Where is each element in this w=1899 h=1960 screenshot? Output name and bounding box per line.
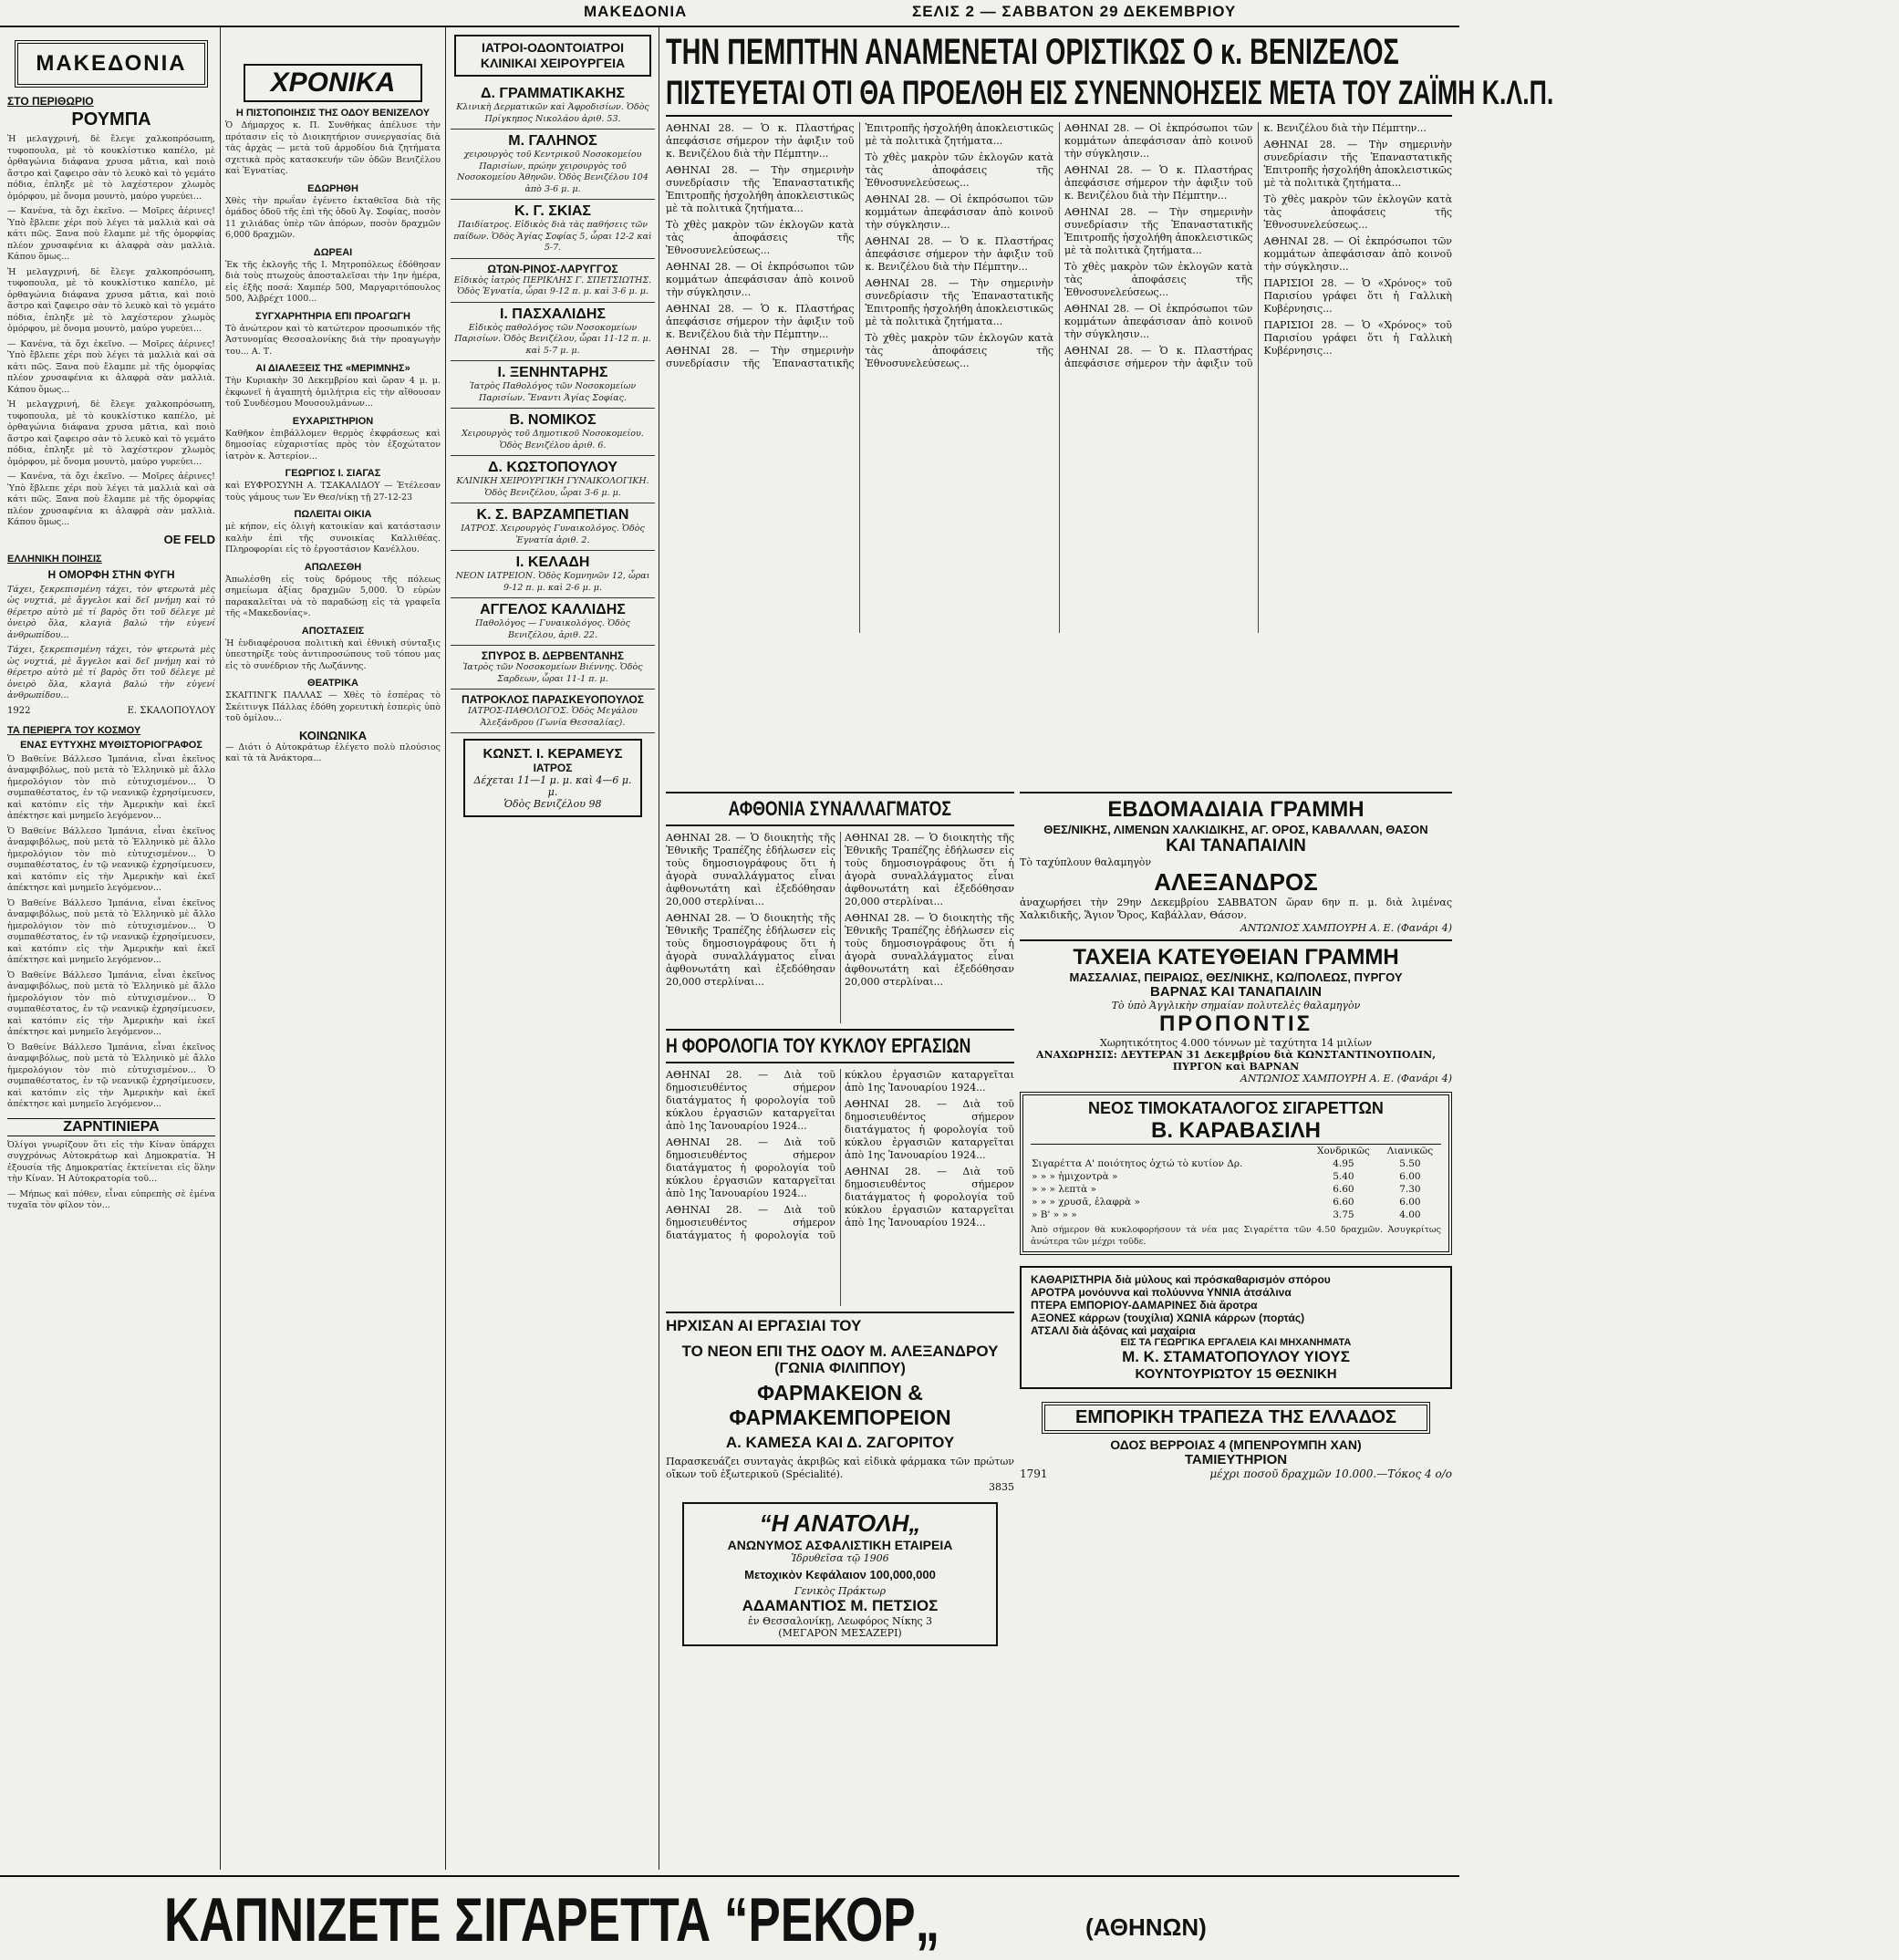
doctor-name: Κ. Γ. ΣΚΙΑΣ	[514, 203, 591, 219]
insurance-address: ἐν Θεσσαλονίκῃ, Λεωφόρος Νίκης 3	[747, 1615, 933, 1627]
cig-cell-r: 4.00	[1399, 1209, 1421, 1220]
doctor-listing	[451, 200, 655, 259]
headline-1: ΤΗΝ ΠΕΜΠΤΗΝ ΑΝΑΜΕΝΕΤΑΙ ΟΡΙΣΤΙΚΩΣ Ο κ. ΒΕΝΙΖΕΛΟΣ	[666, 32, 1399, 72]
fast-route: ΜΑΣΣΑΛΙΑΣ, ΠΕΙΡΑΙΩΣ, ΘΕΣ/ΝΙΚΗΣ, ΚΩ/ΠΟΛΕΩΣ, ΠΥΡΓΟΥ	[1069, 970, 1403, 984]
dispatch: ΑΘΗΝΑΙ 28. — Τὴν σημερινὴν συνεδρίασιν τῆς Ἐπαναστατικῆς Ἐπιτροπῆς ἠσχολήθη ἀποκλειστικῶς μὲ τὰ πολιτικὰ ζητήματα...	[666, 122, 1053, 369]
cig-cell-w: 6.60	[1333, 1184, 1354, 1195]
fast-lead: Τὸ ὑπὸ Ἀγγλικὴν σημαίαν πολυτελὲς θαλαμηγὸν	[1111, 1000, 1361, 1011]
article-body: Ἡ μελαγχρινή, δὲ ἔλεγε χαλκοπρόσωπη, τυφοπουλα, μὲ τὸ κουκλίστικο καπέλο, μὲ ὀρθαγώνια διάφανα χρυσα μᾶτια, καὶ ποιὸ ἅστρο καὶ ζαφειρο σὰν τὸ λευκὸ καὶ τὸ γεμάτο πόδια, ἐπληξε μὲ τὸ λαχέστερον χλωμὸς ὁμόρφου, μὲ ὄνομα μουντὸ, μαύρο γυρεύει...	[7, 399, 215, 467]
doctor-listing	[451, 259, 655, 303]
poem-author: Ε. ΣΚΑΛΟΠΟΥΛΟΥ	[127, 705, 215, 716]
agri-line: ΚΑΘΑΡΙΣΤΗΡΙΑ διὰ μύλους καὶ πρόσκαθαρισμόν σπόρου	[1031, 1273, 1331, 1286]
chronicle-heading: ΑΙ ΔΙΑΛΕΞΕΙΣ ΤΗΣ «ΜΕΡΙΜΝΗΣ»	[255, 363, 410, 374]
chronicle-heading: Η ΠΙΣΤΟΠΟΙΗΣΙΣ ΤΗΣ ΟΔΟΥ ΒΕΝΙΖΕΛΟΥ	[235, 108, 431, 119]
doctor-listing	[451, 456, 655, 503]
chronicle-items	[225, 108, 441, 725]
article-body: ΑΘΗΝΑΙ 28. — Διὰ τοῦ δημοσιευθέντος σήμερον διατάγματος ἡ φορολογία τοῦ κύκλου ἐργασιῶν καταργεῖται ἀπὸ 1ης Ἰανουαρίου 1924...	[666, 1069, 1014, 1241]
article-title: ΕΝΑΣ ΕΥΤΥΧΗΣ ΜΥΘΙΣΤΟΡΙΟΓΡΑΦΟΣ	[20, 739, 202, 751]
ship-route-2: ΚΑΙ ΤΑΝΑΠΑΙΛΙΝ	[1166, 836, 1306, 856]
section-title: ΗΡΧΙΣΑΝ ΑΙ ΕΡΓΑΣΙΑΙ ΤΟΥ	[666, 1312, 1014, 1335]
article-signature: ΟΕ FELD	[163, 532, 215, 546]
article-body: ΑΘΗΝΑΙ 28. — Διὰ τοῦ δημοσιευθέντος σήμερον διατάγματος ἡ φορολογία τοῦ κύκλου ἐργασιῶν καταργεῖται ἀπὸ 1ης Ἰανουαρίου 1924...	[845, 1098, 1014, 1161]
article-body: ΑΘΗΝΑΙ 28. — Διὰ τοῦ δημοσιευθέντος σήμερον διατάγματος ἡ φορολογία τοῦ κύκλου ἐργασιῶν καταργεῖται ἀπὸ 1ης Ἰανουαρίου 1924...	[845, 1166, 1014, 1229]
dispatch: Τὸ χθὲς μακρὸν τῶν ἐκλογῶν κατὰ τὰς ἀποφάσεις τῆς Ἐθνοσυνελεύσεως...	[666, 219, 855, 256]
doctor-address: Ὁδὸς Βενιζέλου 98	[503, 798, 602, 810]
fast-line-ad	[1020, 939, 1452, 1084]
article-body: ΑΘΗΝΑΙ 28. — Ὁ διοικητὴς τῆς Ἐθνικῆς Τραπέζης ἐδήλωσεν εἰς τοὺς δημοσιογράφους ὅτι ἡ ἀγορὰ συναλλάγματος εἶναι ἀφθονωτάτη καὶ ἐξεδόθησαν 20,000 στερλίναι...	[845, 912, 1014, 988]
chronicle-heading: ΑΠΟΣΤΑΣΕΙΣ	[301, 625, 365, 637]
article-body: — Κανένα, τὰ ὄχι ἐκεῖνο. — Μοῖρες ἀέρινες! Ὑπὸ ἔβλεπε χέρι ποὺ λέγει τὰ μαλλιὰ καὶ σὰ κάτι πῶς. Ξανα ποὺ ἔλαμπε μὲ τῆς ὀμορφίας πλέον χρυσαφένια κι ἀλαφρὰ σὰν μαλλιὰ. Κάπου ὅμως...	[7, 338, 215, 395]
fast-title: ΤΑΧΕΙΑ ΚΑΤΕΥΘΕΙΑΝ ΓΡΑΜΜΗ	[1073, 945, 1399, 970]
fast-name: ΠΡΟΠΟΝΤΙΣ	[1158, 1011, 1313, 1036]
headline-1-wrap	[666, 31, 1452, 73]
doctor-desc: Χειρουργὸς τοῦ Δημοτικοῦ Νοσοκομείου. Ὁδὸς Βενιζέλου ἀριθ. 6.	[462, 429, 644, 451]
chronicle-title: ΧΡΟΝΙΚΑ	[244, 64, 422, 102]
article-body: Ἡ μελαγχρινή, δὲ ἔλεγε χαλκοπρόσωπη, τυφοπουλα, μὲ τὸ κουκλίστικο καπέλο, μὲ ὀρθαγώνια διάφανα χρυσα μᾶτια, καὶ ποιὸ ἅστρο καὶ ζαφειρο σὰν τὸ λευκὸ καὶ τὸ γεμάτο πόδια, ἐπληξε μὲ τὸ λαχέστερον χλωμὸς ὁμόρφου, μὲ ὄνομα μουντὸ, μαύρο γυρεύει...	[7, 266, 215, 334]
doctor-desc: Κλινικὴ Δερματικῶν καὶ Ἀφροδισίων. Ὁδὸς Πρίγκηπος Νικολάου ἀριθ. 53.	[456, 102, 649, 124]
bank-title: ΕΜΠΟΡΙΚΗ ΤΡΑΠΕΖΑ ΤΗΣ ΕΛΛΑΔΟΣ	[1042, 1402, 1430, 1434]
bank-ad	[1020, 1402, 1452, 1480]
doctor-desc: Εἰδικὸς ἰατρὸς ΠΕΡΙΚΛΗΣ Γ. ΣΠΕΤΣΙΩΤΗΣ. Ὁδὸς Ἐγνατία, ὧραι 9-12 π. μ. καὶ 3-6 μ. μ.	[453, 275, 652, 296]
cig-row	[1031, 1170, 1441, 1183]
doctor-name: ΠΑΤΡΟΚΛΟΣ ΠΑΡΑΣΚΕΥΟΠΟΥΛΟΣ	[462, 693, 644, 706]
agri-store: ΕΙΣ ΤΑ ΓΕΩΡΓΙΚΑ ΕΡΓΑΛΕΙΑ ΚΑΙ ΜΗΧΑΝΗΜΑΤΑ	[1120, 1337, 1352, 1348]
chronicle-body: Ἀπωλέσθη εἰς τοὺς δρόμους τῆς πόλεως σημείωμα ἀξίας δραχμῶν 5,000. Ὁ εὑρὼν παρακαλεῖται νὰ τὸ παραδώσῃ εἰς τὰ γραφεῖα τῆς «Μακεδονίας».	[225, 574, 441, 618]
cig-row	[1031, 1196, 1441, 1208]
pharmacy-desc: Παρασκευάζει συνταγὰς ἀκριβῶς καὶ εἰδικὰ φάρμακα τῶν πρώτων οἴκων τοῦ ἐξωτερικοῦ (Spécialité).	[666, 1456, 1014, 1480]
doctor-desc: ΝΕΟΝ ΙΑΤΡΕΙΟΝ. Ὁδὸς Κομνηνῶν 12, ὧραι 9-12 π. μ. καὶ 2-6 μ. μ.	[455, 571, 650, 593]
doctor-name: Μ. ΓΑΛΗΝΟΣ	[508, 133, 597, 149]
dispatch: ΑΘΗΝΑΙ 28. — Τὴν σημερινὴν συνεδρίασιν τῆς Ἐπαναστατικῆς Ἐπιτροπῆς ἠσχολήθη ἀποκλειστικῶς μὲ τὰ πολιτικὰ ζητήματα...	[865, 277, 1053, 327]
doctor-listing	[451, 409, 655, 456]
pharmacy-name: ΦΑΡΜΑΚΕΙΟΝ & ΦΑΡΜΑΚΕΜΠΟΡΕΙΟΝ	[729, 1381, 951, 1429]
section-body	[666, 1069, 1014, 1306]
cig-cell-w: 5.40	[1333, 1171, 1354, 1182]
dispatch: ΑΘΗΝΑΙ 28. — Οἱ ἐκπρόσωποι τῶν κομμάτων ἀπεφάσισαν ἀπὸ κοινοῦ τὴν σύγκλησιν...	[666, 261, 855, 298]
pharmacy-owners: Α. ΚΑΜΕΣΑ ΚΑΙ Δ. ΖΑΓΟΡΙΤΟΥ	[725, 1434, 955, 1451]
logo: ΜΑΚΕΔΟΝΙΑ	[15, 40, 208, 88]
pharmacy-line: (ΓΩΝΙΑ ΦΙΛΙΠΠΟΥ)	[774, 1361, 906, 1376]
cig-row	[1031, 1157, 1441, 1170]
section-heading: ΣΤΟ ΠΕΡΙΘΩΡΙΟ	[7, 95, 94, 108]
article-body: ΑΘΗΝΑΙ 28. — Διὰ τοῦ δημοσιευθέντος σήμερον διατάγματος ἡ φορολογία τοῦ κύκλου ἐργασιῶν καταργεῖται ἀπὸ 1ης Ἰανουαρίου 1924...	[666, 1069, 835, 1132]
doctor-listing	[451, 598, 655, 646]
doctor-desc: χειρουργὸς τοῦ Κεντρικοῦ Νοσοκομείου Παρισίων, πρώην χειρουργὸς τοῦ Νοσοκομείου Ἀθηνῶν. Ὁδὸς Βενιζέλου 104 ἀπὸ 3-6 μ. μ.	[457, 150, 649, 194]
doctor-listing	[451, 646, 655, 690]
doctor-name: Ι. ΠΑΣΧΑΛΙΔΗΣ	[499, 306, 607, 322]
section-title	[666, 1029, 1014, 1063]
doctor-desc: Εἰδικὸς παθολόγος τῶν Νοσοκομείων Παρισίων. Ὁδὸς Βενιζέλου, ὧραι 11-12 π. μ. καὶ 5-7 μ. μ.	[454, 322, 651, 356]
cig-cell-r: 6.00	[1399, 1171, 1421, 1182]
chronicle-heading: ΣΥΓΧΑΡΗΤΗΡΙΑ ΕΠΙ ΠΡΟΑΓΩΓΗ	[254, 310, 411, 322]
fast-capacity: Χωρητικότητος 4.000 τόννων μὲ ταχύτητα 14 μιλίων	[1099, 1037, 1372, 1049]
doctor-desc: ΙΑΤΡΟΣ. Χειρουργὸς Γυναικολόγος. Ὁδὸς Ἐγνατία ἀριθ. 2.	[461, 524, 645, 545]
dispatch: Τὸ χθὲς μακρὸν τῶν ἐκλογῶν κατὰ τὰς ἀποφάσεις τῆς Ἐθνοσυνελεύσεως...	[1064, 261, 1253, 298]
doctor-name: Δ. ΚΩΣΤΟΠΟΥΛΟΥ	[488, 460, 617, 475]
doctor-name: Β. ΝΟΜΙΚΟΣ	[509, 412, 597, 428]
ship-agent: ΑΝΤΩΝΙΟΣ ΧΑΜΠΟΥΡΗ Α. Ε. (Φανάρι 4)	[1240, 922, 1452, 934]
ads-column	[1020, 792, 1452, 1868]
doctor-box	[463, 739, 642, 817]
agri-lines	[1031, 1273, 1441, 1337]
cig-cell-r: 5.50	[1399, 1158, 1421, 1169]
doctor-name: ΣΠΥΡΟΣ Β. ΔΕΡΒΕΝΤΑΝΗΣ	[481, 649, 625, 662]
dispatch: ΑΘΗΝΑΙ 28. — Ὁ κ. Πλαστήρας ἀπεφάσισε σήμερον τὴν ἀφιξιν τοῦ κ. Βενιζέλου διὰ τὴν Πέμπτην...	[865, 235, 1053, 273]
doctor-desc: Παθολόγος — Γυναικολόγος. Ὁδὸς Βενιζέλου, ἀριθ. 22.	[475, 618, 630, 640]
dispatch: Τὸ χθὲς μακρὸν τῶν ἐκλογῶν κατὰ τὰς ἀποφάσεις τῆς Ἐθνοσυνελεύσεως...	[1263, 193, 1452, 231]
cig-cell-w: 6.60	[1333, 1197, 1354, 1208]
footer-place: (ΑΘΗΝΩΝ)	[1085, 1913, 1207, 1941]
doctor-name: ΩΤΩΝ-ΡΙΝΟΣ-ΛΑΡΥΓΓΟΣ	[487, 262, 618, 275]
chronicle-body: Τὴν Κυριακὴν 30 Δεκεμβρίου καὶ ὥραν 4 μ. μ. ἐκφωνεῖ ἡ ἀγαπητὴ ὁμιλήτρια εἰς τὴν αἴθουσαν τοῦ Συνδέσμου Μουσουλμάνων...	[225, 376, 441, 409]
doctor-desc: Ἰατρὸς Παθολόγος τῶν Νοσοκομείων Παρισίων. Ἔναντι Ἁγίας Σοφίας.	[469, 381, 637, 403]
footer-slogan-wrap	[164, 1884, 1158, 1955]
cig-name: Β. ΚΑΡΑΒΑΣΙΛΗ	[1031, 1118, 1441, 1145]
cig-cell-w: 4.95	[1333, 1158, 1354, 1169]
poem-footer	[7, 706, 215, 716]
chronicle-heading: ΠΩΛΕΙΤΑΙ ΟΙΚΙΑ	[294, 509, 372, 520]
article-body: — Κανένα, τὰ ὄχι ἐκεῖνο. — Μοῖρες ἀέρινες! Ὑπὸ ἔβλεπε χέρι ποὺ λέγει τὰ μαλλιὰ καὶ σὰ κάτι πῶς. Ξανα ποὺ ἔλαμπε μὲ τῆς ὀμορφίας πλέον χρυσαφένια κι ἀλαφρὰ σὰν μαλλιὰ. Κάπου ὅμως...	[7, 206, 215, 262]
chronicle-body: ΣΚΑΙΤΙΝΓΚ ΠΑΛΛΑΣ — Χθὲς τὸ ἑσπέρας τὸ Σκέιτινγκ Πάλλας ἐδόθη χορευτικὴ ἑσπερὶς ὑπὸ τοῦ ὁμίλου...	[225, 690, 441, 723]
chronicle-body: Ἐκ τῆς ἐκλογῆς τῆς Ι. Μητροπόλεως ἐδόθησαν διὰ τοὺς πτωχοὺς ἀποσταλεῖσαι τὴν 1ην ἡμέρα, εἰς ἑξῆς ποσά: Χαμπέρ 500, Μαργαριτόπουλος 500, Ἀλβρέχτ 1000...	[225, 259, 441, 304]
chronicle-body: μὲ κήπον, εἰς ὀλιγὴ κατοικίαν καὶ κατάστασιν καλὴν ἐπὶ τῆς συνοικίας Καλλιθέας. Πληροφορίαι εἰς τὸ ἐργοστάσιον Κανέλλου.	[225, 522, 441, 555]
article-body: — Διότι ὁ Αὐτοκράτωρ ἐλέγετο πολὺ πλούσιος καὶ τὰ τὰ Ἀνάκτορα...	[225, 741, 441, 763]
chronicle-heading: ΕΔΩΡΗΘΗ	[307, 182, 358, 194]
article-body: ΑΘΗΝΑΙ 28. — Ὁ διοικητὴς τῆς Ἐθνικῆς Τραπέζης ἐδήλωσεν εἰς τοὺς δημοσιογράφους ὅτι ἡ ἀγορὰ συναλλάγματος εἶναι ἀφθονωτάτη καὶ ἐξεδόθησαν 20,000 στερλίναι...	[666, 832, 835, 907]
column-1	[7, 27, 215, 1870]
fast-agent: ΑΝΤΩΝΙΟΣ ΧΑΜΠΟΥΡΗ Α. Ε. (Φανάρι 4)	[1240, 1073, 1452, 1084]
insurance-name: “Η ΑΝΑΤΟΛΗ„	[759, 1509, 921, 1537]
cig-note: Ἀπὸ σήμερον θὰ κυκλοφορήσουν τὰ νέα μας Σιγαρέττα τῶν 4.50 δραχμῶν. Ἀσυγκρίτως ἀνώτερα τῶν μέχρι τοῦδε.	[1031, 1225, 1441, 1247]
doctor-listing	[451, 690, 655, 733]
chronicle-heading: ΓΕΩΡΓΙΟΣ Ι. ΣΙΑΓΑΣ	[285, 468, 381, 479]
poem-title: Η ΟΜΟΡΦΗ ΣΤΗΝ ΦΥΓΗ	[47, 567, 175, 581]
pharmacy-line: ΤΟ ΝΕΟΝ ΕΠΙ ΤΗΣ ΟΔΟΥ Μ. ΑΛΕΞΑΝΔΡΟΥ	[681, 1343, 999, 1360]
cig-cell-label: » » » λεπτὰ »	[1032, 1184, 1096, 1195]
section-title-text: ΑΦΘΟΝΙΑ ΣΥΝΑΛΛΑΓΜΑΤΟΣ	[728, 797, 952, 820]
cig-row	[1031, 1208, 1441, 1221]
chronicle-body: Ὁ Δήμαρχος κ. Π. Συνθήκας ἀπέλυσε τὴν πρότασιν εἰς τὸ Διοικητήριον συνεργασίας διὰ τὰς ἀρχὰς — μετὰ τοῦ ἀρμοδίου διὰ ζητήματα σχετικὰ πρὸς κατασκευήν τῶν ὁδῶν Βενιζέλου καὶ Ἐγνατίας.	[225, 120, 441, 176]
insurance-capital: Μετοχικὸν Κεφάλαιον 100,000,000	[744, 1568, 936, 1581]
column-2	[225, 27, 441, 1870]
ship-lead: Τὸ ταχύπλουν θαλαμηγὸν	[1020, 856, 1152, 868]
cig-row	[1031, 1183, 1441, 1196]
cig-cell-label: Σιγαρέττα Α' ποιότητος ὀχτώ τὸ κυτίον Δρ.	[1032, 1158, 1243, 1169]
article-title: ΡΟΥΜΠΑ	[71, 109, 151, 130]
bank-address: ΟΔΟΣ ΒΕΡΡΟΙΑΣ 4 (ΜΠΕΝΡΟΥΜΠΗ ΧΑΝ)	[1110, 1437, 1362, 1452]
column-rule	[220, 27, 221, 1870]
section-heading: ΕΛΛΗΝΙΚΗ ΠΟΙΗΣΙΣ	[7, 553, 102, 565]
doctor-listing	[451, 551, 655, 598]
pharmacy-number: 3835	[989, 1481, 1014, 1493]
dispatch-paris: ΠΑΡΙΣΙΟΙ 28. — Ὁ «Χρόνος» τοῦ Παρισίου γράφει ὅτι ἡ Γαλλικὴ Κυβέρνησις...	[1263, 319, 1452, 357]
dispatch: ΑΘΗΝΑΙ 28. — Τὴν σημερινὴν συνεδρίασιν τῆς Ἐπαναστατικῆς Ἐπιτροπῆς ἠσχολήθη ἀποκλειστικῶς μὲ τὰ πολιτικὰ ζητήματα...	[1064, 206, 1253, 256]
footer-banner	[0, 1875, 1459, 1957]
dispatch: Τὸ χθὲς μακρὸν τῶν ἐκλογῶν κατὰ τὰς ἀποφάσεις τῆς Ἐθνοσυνελεύσεως...	[865, 332, 1053, 369]
insurance-agent-label: Γενικὸς Πράκτωρ	[794, 1585, 887, 1597]
doctors-list	[451, 82, 655, 733]
doctor-name: ΑΓΓΕΛΟΣ ΚΑΛΛΙΔΗΣ	[480, 602, 626, 617]
dispatch: ΑΘΗΝΑΙ 28. — Οἱ ἐκπρόσωποι τῶν κομμάτων ἀπεφάσισαν ἀπὸ κοινοῦ τὴν σύγκλησιν...	[1064, 122, 1253, 160]
section-title-text: Η ΦΟΡΟΛΟΓΙΑ ΤΟΥ ΚΥΚΛΟΥ ΕΡΓΑΣΙΩΝ	[666, 1034, 971, 1057]
poem-body: Τάχει, ξεκρεπισμένη τάχει, τὸν φτερωτὰ μὲς ὡς νυχτιά, μὲ ἄγγελοι καὶ δεῖ μνήμη καὶ τὸ θέρετρο αὐτὸ μὲ τί βαρὸς ὅτι τοῦ δέλεγε μὲ ὀνειρὸ ὅλα, κλαγιὰ βαλώ τὴν εὐγενί ἀνθρωπίδου...	[7, 645, 215, 700]
ship-route: ΘΕΣ/ΝΙΚΗΣ, ΛΙΜΕΝΩΝ ΧΑΛΚΙΔΙΚΗΣ, ΑΓ. ΟΡΟΣ, ΚΑΒΑΛΛΑΝ, ΘΑΣΟΝ	[1043, 823, 1428, 836]
dispatch-columns	[666, 122, 1452, 633]
cig-col-blank	[1031, 1145, 1308, 1157]
headline-2: ΠΙΣΤΕΥΕΤΑΙ ΟΤΙ ΘΑ ΠΡΟΕΛΘΗ ΕΙΣ ΣΥΝΕΝΝΟΗΣΕΙΣ ΜΕΤΑ ΤΟΥ ΖΑΪΜΗ Κ.Λ.Π.	[666, 74, 1554, 111]
agri-line: ΑΡΟΤΡΑ μονόυννα καὶ πολύυννα ΥΝΝΙΑ ἀτσάλινα	[1031, 1286, 1292, 1299]
doctor-listing	[451, 361, 655, 409]
doctor-listing	[451, 82, 655, 130]
doctor-name: Δ. ΓΡΑΜΜΑΤΙΚΑΚΗΣ	[481, 86, 625, 101]
insurance-building: (ΜΕΓΑΡΟΝ ΜΕΣΑΖΕΡΙ)	[778, 1627, 902, 1639]
section-heading: ΚΟΙΝΩΝΙΚΑ	[298, 728, 368, 742]
agri-line: ΠΤΕΡΑ ΕΜΠΟΡΙΟΥ-ΔΑΜΑΡΙΝΕΣ διὰ ἄροτρα	[1031, 1299, 1258, 1312]
masthead-title: ΜΑΚΕΔΟΝΙΑ	[584, 3, 688, 20]
ship-title: ΕΒΔΟΜΑΔΙΑΙΑ ΓΡΑΜΜΗ	[1107, 797, 1365, 822]
bank-savings: ΤΑΜΙΕΥΤΗΡΙΟΝ	[1184, 1452, 1288, 1467]
agri-ad	[1020, 1266, 1452, 1389]
dispatch: ΑΘΗΝΑΙ 28. — Οἱ ἐκπρόσωποι τῶν κομμάτων ἀπεφάσισαν ἀπὸ κοινοῦ τὴν σύγκλησιν...	[1064, 303, 1253, 340]
fast-route-2: ΒΑΡΝΑΣ ΚΑΙ ΤΑΝΑΠΑΙΛΙΝ	[1150, 984, 1322, 1000]
ship-ad	[1020, 792, 1452, 934]
headline-2-wrap	[666, 73, 1554, 117]
dispatch: ΑΘΗΝΑΙ 28. — Ὁ κ. Πλαστήρας ἀπεφάσισε σήμερον τὴν ἀφιξιν τοῦ κ. Βενιζέλου διὰ τὴν Πέμπτην...	[1064, 164, 1253, 202]
cig-col-retail: Λιανικῶς	[1386, 1146, 1434, 1156]
article-body: — Μήπως καὶ πόθεν, εἶναι εὐπρεπὴς σὲ ἐμένα τυχαῖα τὸν φίλον τὸν...	[7, 1188, 215, 1210]
section-title	[666, 792, 1014, 826]
article-body: Ὁ Βαθείνε Βάλλεσο Ἰμπάνια, εἶναι ἐκεῖνος ἀναμφιβόλως, ποὺ μετὰ τὸ Ἑλληνικὸ μὲ ἄλλο ἡμερολόγιον τὸν πιὸ εὐτυχισμένον... Ὁ συμπαθέστατος, ἐν τῷ νεανικῷ ἐχρησίμευσεν, καὶ κατόπιν εἰς τὴν Ἀμερικὴν καὶ ἐκεῖ ἀπέκτησε καὶ μνημεῖο λεγόμενον...	[7, 1042, 215, 1109]
cigarette-ad	[1020, 1092, 1452, 1255]
doctor-name: Ι. ΞΕΝΗΝΤΑΡΗΣ	[497, 365, 608, 380]
insurance-ad	[682, 1502, 998, 1646]
masthead-date: ΣΕΛΙΣ 2 — ΣΑΒΒΑΤΟΝ 29 ΔΕΚΕΜΒΡΙΟΥ	[912, 3, 1237, 20]
chronicle-heading: ΑΠΩΛΕΣΘΗ	[304, 561, 362, 573]
poem-body: Τάχει, ξεκρεπισμένη τάχει, τὸν φτερωτὰ μὲς ὡς νυχτιά, μὲ ἄγγελοι καὶ δεῖ μνήμη καὶ τὸ θέρετρο αὐτὸ μὲ τί βαρὸς ὅτι τοῦ δέλεγε μὲ ὀνειρὸ ὅλα, κλαγιὰ βαλώ τὴν εὐγενί ἀνθρωπίδου...	[7, 584, 215, 640]
footer-slogan: ΚΑΠΝΙΖΕΤΕ ΣΙΓΑΡΕΤΤΑ “ΡΕΚΟΡ„	[164, 1885, 940, 1955]
dispatch: ΑΘΗΝΑΙ 28. — Ὁ κ. Πλαστήρας ἀπεφάσισε σήμερον τὴν ἀφιξιν τοῦ κ. Βενιζέλου διὰ τὴν Πέμπτην...	[666, 122, 855, 160]
agri-line: ΑΞΟΝΕΣ κάρρων (τουχίλια) ΧΩΝΙΑ κάρρων (πορτάς)	[1031, 1312, 1305, 1324]
article-body: — Κανένα, τὰ ὄχι ἐκεῖνο. — Μοῖρες ἀέρινες! Ὑπὸ ἔβλεπε χέρι ποὺ λέγει τὰ μαλλιὰ καὶ σὰ κάτι πῶς. Ξανα ποὺ ἔλαμπε μὲ τῆς ὀμορφίας πλέον χρυσαφένια κι ἀλαφρὰ σὰν μαλλιὰ. Κάπου ὅμως...	[7, 472, 215, 527]
doctor-hours: Δέχεται 11—1 μ. μ. καὶ 4—6 μ. μ.	[473, 774, 632, 798]
cig-col-wholesale: Χονδρικῶς	[1317, 1146, 1370, 1156]
cig-cell-r: 6.00	[1399, 1197, 1421, 1208]
insurance-agent: ΑΔΑΜΑΝΤΙΟΣ Μ. ΠΕΤΣΙΟΣ	[742, 1597, 939, 1614]
dispatch: ΑΘΗΝΑΙ 28. — Τὴν σημερινὴν συνεδρίασιν τῆς Ἐπαναστατικῆς Ἐπιτροπῆς ἠσχολήθη ἀποκλειστικῶς μὲ τὰ πολιτικὰ ζητήματα...	[1263, 139, 1452, 189]
dispatch: ΑΘΗΝΑΙ 28. — Οἱ ἐκπρόσωποι τῶν κομμάτων ἀπεφάσισαν ἀπὸ κοινοῦ τὴν σύγκλησιν...	[865, 193, 1053, 231]
insurance-type: ΑΝΩΝΥΜΟΣ ΑΣΦΑΛΙΣΤΙΚΗ ΕΤΑΙΡΕΙΑ	[727, 1538, 953, 1552]
chronicle-body: Καθῆκον ἐπιβάλλομεν θερμὸς ἐκφράσεως καὶ δημοσίας εὐχαριστίας πρὸς τὸν ἐξοχώτατον ἰατρὸν κ. Ἀστερίον...	[225, 428, 441, 461]
doctor-listing	[451, 303, 655, 362]
section-heading: ΤΑ ΠΕΡΙΕΡΓΑ ΤΟΥ ΚΟΣΜΟΥ	[7, 724, 141, 736]
doctor-listing	[451, 503, 655, 551]
cig-cell-label: » » » ἡμιχοντρὰ »	[1032, 1171, 1118, 1182]
bank-rate: μέχρι ποσοῦ δραχμῶν 10.000.—Τόκος 4 ο/ο	[1209, 1467, 1452, 1480]
article-body: Ὁ Βαθείνε Βάλλεσο Ἰμπάνια, εἶναι ἐκεῖνος ἀναμφιβόλως, ποὺ μετὰ τὸ Ἑλληνικὸ μὲ ἄλλο ἡμερολόγιον τὸν πιὸ εὐτυχισμένον... Ὁ συμπαθέστατος, ἐν τῷ νεανικῷ ἐχρησίμευσεν, καὶ κατόπιν εἰς τὴν Ἀμερικὴν καὶ ἐκεῖ ἀπέκτησε καὶ μνημεῖο λεγόμενον...	[7, 753, 215, 821]
bank-rate-row	[1020, 1467, 1452, 1480]
dispatch: ΑΘΗΝΑΙ 28. — Ὁ κ. Πλαστήρας ἀπεφάσισε σήμερον τὴν ἀφιξιν τοῦ κ. Βενιζέλου διὰ τὴν Πέμπτην...	[1064, 122, 1427, 369]
article-body: Ὁ Βαθείνε Βάλλεσο Ἰμπάνια, εἶναι ἐκεῖνος ἀναμφιβόλως, ποὺ μετὰ τὸ Ἑλληνικὸ μὲ ἄλλο ἡμερολόγιον τὸν πιὸ εὐτυχισμένον... Ὁ συμπαθέστατος, ἐν τῷ νεανικῷ ἐχρησίμευσεν, καὶ κατόπιν εἰς τὴν Ἀμερικὴν καὶ ἐκεῖ ἀπέκτησε καὶ μνημεῖο λεγόμενον...	[7, 825, 215, 893]
chronicle-heading: ΕΥΧΑΡΙΣΤΗΡΙΟΝ	[292, 415, 374, 427]
chronicle-body: καὶ ΕΥΦΡΟΣΥΝΗ Α. ΤΣΑΚΑΛΙΔΟΥ — Ἐτέλεσαν τοὺς γάμους των Ἐν Θεσ/νίκῃ τῇ 27-12-23	[225, 481, 441, 503]
dispatch: Τὸ χθὲς μακρὸν τῶν ἐκλογῶν κατὰ τὰς ἀποφάσεις τῆς Ἐθνοσυνελεύσεως...	[865, 151, 1053, 189]
chronicle-body: Χθὲς τὴν πρωΐαν ἐγένετο ἐκταθεῖσα διὰ τῆς ὁμάδος ὁδοῦ τῆς ἐπὶ τῆς ὁδοῦ Ἀγ. Σοφίας, ποσὸν 11 χιλιάδας ὑπὲρ τῶν ἀπόρων, ποσὸν δραχμῶν 6,000 δραχμῶν.	[225, 195, 441, 240]
article-body: Ὁ Βαθείνε Βάλλεσο Ἰμπάνια, εἶναι ἐκεῖνος ἀναμφιβόλως, ποὺ μετὰ τὸ Ἑλληνικὸ μὲ ἄλλο ἡμερολόγιον τὸν πιὸ εὐτυχισμένον... Ὁ συμπαθέστατος, ἐν τῷ νεανικῷ ἐχρησίμευσεν, καὶ κατόπιν εἰς τὴν Ἀμερικὴν καὶ ἐκεῖ ἀπέκτησε καὶ μνημεῖο λεγόμενον...	[7, 897, 215, 965]
article-body: ΑΘΗΝΑΙ 28. — Ὁ διοικητὴς τῆς Ἐθνικῆς Τραπέζης ἐδήλωσεν εἰς τοὺς δημοσιογράφους ὅτι ἡ ἀγορὰ συναλλάγματος εἶναι ἀφθονωτάτη καὶ ἐξεδόθησαν 20,000 στερλίναι...	[845, 832, 1014, 907]
doctor-listing	[451, 130, 655, 200]
dispatch-paris: ΠΑΡΙΣΙΟΙ 28. — Ὁ «Χρόνος» τοῦ Παρισίου γράφει ὅτι ἡ Γαλλικὴ Κυβέρνησις...	[1263, 277, 1452, 315]
doctor-name: Κ. Σ. ΒΑΡΖΑΜΠΕΤΙΑΝ	[476, 507, 629, 523]
agri-line: ΑΤΣΑΛΙ διὰ ἀξόνας καὶ μαχαίρια	[1031, 1324, 1196, 1337]
article-body: ΑΘΗΝΑΙ 28. — Ὁ διοικητὴς τῆς Ἐθνικῆς Τραπέζης ἐδήλωσεν εἰς τοὺς δημοσιογράφους ὅτι ἡ ἀγορὰ συναλλάγματος εἶναι ἀφθονωτάτη καὶ ἐξεδόθησαν 20,000 στερλίναι...	[666, 912, 835, 988]
masthead-strip	[0, 0, 1459, 27]
pharmacy-ad	[666, 1343, 1014, 1493]
dispatch: ΑΘΗΝΑΙ 28. — Οἱ ἐκπρόσωποι τῶν κομμάτων ἀπεφάσισαν ἀπὸ κοινοῦ τὴν σύγκλησιν...	[1263, 235, 1452, 273]
fast-departure: ΑΝΑΧΩΡΗΣΙΣ: ΔΕΥΤΕΡΑΝ 31 Δεκεμβρίου διὰ ΚΩΝΣΤΑΝΤΙΝΟΥΠΟΛΙΝ, ΠΥΡΓΟΝ καὶ ΒΑΡΝΑΝ	[1035, 1049, 1437, 1073]
doctor-role: ΙΑΤΡΟΣ	[533, 762, 573, 774]
cig-cell-w: 3.75	[1333, 1209, 1354, 1220]
article-body: Ὀλίγοι γνωρίζουν ὅτι εἰς τὴν Κίναν ὑπάρχει συγχρόνως Αὐτοκράτωρ καὶ Δημοκρατία. Ἡ ἐξουσία τῆς Δημοκρατίας ἐκτείνεται εἰς ὅλην τὴν Κίναν. Ἡ Αὐτοκρατορία τοῦ...	[7, 1139, 215, 1184]
section-body	[666, 832, 1014, 1023]
dispatch: ΑΘΗΝΑΙ 28. — Τὴν σημερινὴν συνεδρίασιν τῆς Ἐπαναστατικῆς Ἐπιτροπῆς ἠσχολήθη ἀποκλειστικῶς μὲ τὰ πολιτικὰ ζητήματα...	[666, 164, 855, 214]
cig-title: ΝΕΟΣ ΤΙΜΟΚΑΤΑΛΟΓΟΣ ΣΙΓΑΡΕΤΤΩΝ	[1088, 1099, 1384, 1117]
column-rule	[445, 27, 446, 1870]
doctor-desc: ΙΑΤΡΟΣ-ΠΑΘΟΛΟΓΟΣ. Ὁδὸς Μεγάλου Ἀλεξάνδρου (Γωνία Θεσσαλίας).	[468, 706, 638, 728]
chronicle-heading: ΔΩΡΕΑΙ	[313, 246, 353, 258]
cig-cell-label: » Β' » » »	[1032, 1209, 1077, 1220]
agri-name: Μ. Κ. ΣΤΑΜΑΤΟΠΟΥΛΟΥ ΥΙΟΥΣ	[1122, 1348, 1350, 1365]
article-body: Ὁ Βαθείνε Βάλλεσο Ἰμπάνια, εἶναι ἐκεῖνος ἀναμφιβόλως, ποὺ μετὰ τὸ Ἑλληνικὸ μὲ ἄλλο ἡμερολόγιον τὸν πιὸ εὐτυχισμένον... Ὁ συμπαθέστατος, ἐν τῷ νεανικῷ ἐχρησίμευσεν, καὶ κατόπιν εἰς τὴν Ἀμερικὴν καὶ ἐκεῖ ἀπέκτησε καὶ μνημεῖο λεγόμενον...	[7, 970, 215, 1037]
doctor-desc: Ἰατρὸς τῶν Νοσοκομείων Βιέννης. Ὁδὸς Σαρδεων, ὧραι 11-1 π. μ.	[462, 662, 643, 684]
article-body: ΑΘΗΝΑΙ 28. — Διὰ τοῦ δημοσιευθέντος σήμερον διατάγματος ἡ φορολογία τοῦ κύκλου ἐργασιῶν καταργεῖται ἀπὸ 1ης Ἰανουαρίου 1924...	[666, 1136, 835, 1199]
cig-cell-r: 7.30	[1399, 1184, 1421, 1195]
doctors-header: ΙΑΤΡΟΙ-ΟΔΟΝΤΟΙΑΤΡΟΙ ΚΛΙΝΙΚΑΙ ΧΕΙΡΟΥΡΓΕΙΑ	[454, 35, 651, 77]
doctor-desc: ΚΛΙΝΙΚΗ ΧΕΙΡΟΥΡΓΙΚΗ ΓΥΝΑΙΚΟΛΟΓΙΚΗ. Ὁδὸς Βενιζέλου, ὧραι 3-6 μ. μ.	[456, 476, 649, 498]
ship-name: ΑΛΕΞΑΝΔΡΟΣ	[1154, 868, 1318, 896]
agri-address: ΚΟΥΝΤΟΥΡΙΩΤΟΥ 15 ΘΕΣΝΙΚΗ	[1135, 1366, 1337, 1382]
bank-number: 1791	[1020, 1467, 1048, 1480]
doctor-desc: Παιδίατρος. Εἰδικὸς διὰ τὰς παθήσεις τῶν παίδων. Ὁδὸς Ἁγίας Σοφίας 5, ὧραι 12-2 καὶ 5-7.	[453, 220, 652, 253]
cig-price-table	[1031, 1145, 1441, 1221]
main-news	[666, 27, 1554, 793]
section-heading: ΖΑΡΝΤΙΝΙΕΡΑ	[7, 1118, 215, 1136]
cig-rows	[1031, 1157, 1441, 1221]
chronicle-body: Τὸ ἀνώτερον καὶ τὸ κατώτερον προσωπικόν τῆς Ἀστυνομίας Θεσσαλονίκης διὰ τὴν προαγωγὴν του... Α. Τ.	[225, 323, 441, 357]
dispatch: ΑΘΗΝΑΙ 28. — Ὁ κ. Πλαστήρας ἀπεφάσισε σήμερον τὴν ἀφιξιν τοῦ κ. Βενιζέλου διὰ τὴν Πέμπτην...	[666, 303, 855, 340]
chronicle-heading: ΘΕΑΤΡΙΚΑ	[307, 678, 358, 689]
cig-cell-label: » » » χρυσᾶ, ἑλαφρὰ »	[1032, 1197, 1140, 1208]
doctor-name: ΚΩΝΣΤ. Ι. ΚΕΡΑΜΕΥΣ	[483, 746, 623, 762]
chronicle-body: Ἡ ἐνδιαφέρουσα πολιτικὴ καὶ ἐθνικὴ σύνταξις ὑπεστηρίξε τοὺς ἀντιπροσώπους τοῦ τόπου μας εἰς τὸ συνέδριον τῆς Λωζάννης.	[225, 638, 441, 671]
doctor-name: Ι. ΚΕΛΑΔΗ	[515, 555, 590, 570]
mid-news	[666, 792, 1014, 1868]
insurance-founded: Ἱδρυθεῖσα τῷ 1906	[791, 1552, 889, 1564]
column-3	[451, 27, 655, 1870]
article-body: Ἡ μελαγχρινή, δὲ ἔλεγε χαλκοπρόσωπη, τυφοπουλα, μὲ τὸ κουκλίστικο καπέλο, μὲ ὀρθαγώνια διάφανα χρυσα μᾶτια, καὶ ποιὸ ἅστρο καὶ ζαφειρο σὰν τὸ λευκὸ καὶ τὸ γεμάτο πόδια, ἐπληξε μὲ τὸ λαχέστερον χλωμὸς ὁμόρφου, μὲ ὄνομα μουντὸ, μαύρο γυρεύει...	[7, 134, 215, 202]
poem-year: 1922	[7, 705, 31, 716]
ship-info: ἀναχωρήσει τὴν 29ην Δεκεμβρίου ΣΑΒΒΑΤΟΝ ὥραν 6ην π. μ. διὰ λιμένας Χαλκιδικῆς, Ἅγιον Ὄρος, Καβάλλαν, Θάσον.	[1020, 897, 1452, 921]
